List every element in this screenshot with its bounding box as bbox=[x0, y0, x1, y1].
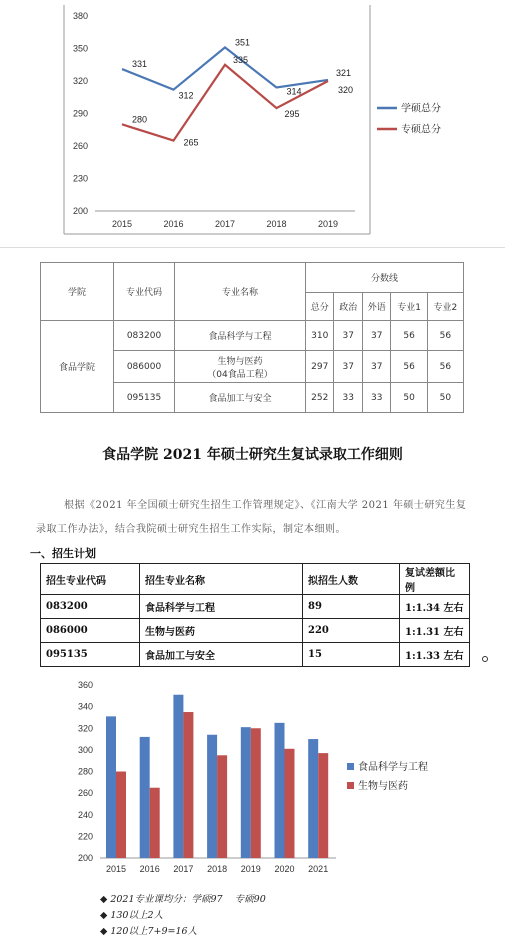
y-tick-label: 200 bbox=[72, 206, 88, 216]
code-cell: 083200 bbox=[114, 321, 175, 351]
plan-name-cell: 食品加工与安全 bbox=[140, 643, 303, 667]
separator-line bbox=[0, 247, 505, 248]
score-cell: 37 bbox=[334, 321, 362, 351]
data-label: 314 bbox=[286, 86, 302, 97]
legend-swatch bbox=[347, 782, 354, 789]
y-tick-label: 220 bbox=[77, 831, 93, 842]
data-label: 280 bbox=[132, 114, 148, 125]
header-plan-code: 招生专业代码 bbox=[41, 564, 140, 595]
x-tick-label: 2019 bbox=[317, 219, 339, 229]
series-line bbox=[122, 65, 328, 141]
name-line: 生物与医药 bbox=[217, 356, 263, 367]
name-cell: 食品科学与工程 bbox=[175, 321, 306, 351]
name-cell bbox=[175, 351, 306, 383]
score-cell: 56 bbox=[391, 321, 427, 351]
data-label: 335 bbox=[233, 54, 249, 65]
plan-name-cell: 食品科学与工程 bbox=[140, 595, 303, 619]
bar bbox=[217, 755, 227, 858]
code-cell: 086000 bbox=[114, 351, 175, 383]
table-header-row bbox=[41, 564, 470, 595]
x-tick-label: 2018 bbox=[266, 219, 287, 229]
score-cell: 37 bbox=[362, 321, 390, 351]
x-tick-label: 2019 bbox=[240, 864, 261, 874]
table-row bbox=[41, 643, 470, 667]
bar bbox=[251, 728, 261, 858]
y-tick-label: 240 bbox=[77, 809, 93, 820]
header-plan-count: 拟招生人数 bbox=[303, 564, 400, 595]
x-tick-label: 2021 bbox=[308, 864, 329, 874]
y-tick-label: 300 bbox=[77, 744, 93, 755]
plan-count-cell: 15 bbox=[303, 643, 400, 667]
bar bbox=[183, 712, 193, 858]
score-cell: 37 bbox=[334, 351, 362, 383]
y-tick-label: 320 bbox=[72, 76, 88, 86]
small-circle-mark bbox=[482, 656, 488, 662]
header-total: 总分 bbox=[306, 293, 334, 321]
bar bbox=[318, 753, 328, 858]
x-tick-label: 2015 bbox=[111, 219, 133, 229]
header-plan-ratio: 复试差额比例 bbox=[400, 564, 470, 595]
data-label: 321 bbox=[336, 67, 352, 78]
note-line-1: ◆ 2021专业课均分：学硕97 专硕90 bbox=[100, 894, 266, 905]
name-cell: 食品加工与安全 bbox=[175, 383, 306, 413]
plan-name-cell: 生物与医药 bbox=[140, 619, 303, 643]
bar bbox=[308, 739, 318, 858]
header-name: 专业名称 bbox=[175, 263, 306, 321]
score-cell: 33 bbox=[362, 383, 390, 413]
header-college: 学院 bbox=[41, 263, 114, 321]
plan-code-cell: 083200 bbox=[41, 595, 140, 619]
x-tick-label: 2017 bbox=[214, 219, 236, 229]
y-tick-label: 230 bbox=[72, 173, 88, 184]
score-cell: 50 bbox=[427, 383, 463, 413]
legend-label: 学硕总分 bbox=[401, 103, 441, 115]
plan-count-cell: 220 bbox=[303, 619, 400, 643]
score-cell: 297 bbox=[306, 351, 334, 383]
y-tick-label: 380 bbox=[72, 11, 88, 21]
legend-label: 专硕总分 bbox=[401, 124, 441, 136]
y-tick-label: 260 bbox=[72, 141, 88, 151]
line-chart bbox=[0, 0, 505, 240]
x-tick-label: 2020 bbox=[274, 864, 295, 874]
x-tick-label: 2015 bbox=[105, 864, 127, 874]
header-major1: 专业1 bbox=[391, 293, 427, 321]
score-cell: 37 bbox=[362, 351, 390, 383]
y-tick-label: 350 bbox=[72, 43, 88, 54]
header-foreign: 外语 bbox=[362, 293, 390, 321]
enrollment-plan-table bbox=[40, 563, 470, 667]
header-code: 专业代码 bbox=[114, 263, 175, 321]
bar bbox=[173, 695, 183, 858]
bar bbox=[106, 716, 116, 858]
score-cell: 252 bbox=[306, 383, 334, 413]
bar bbox=[150, 788, 160, 858]
bar-chart bbox=[0, 675, 505, 885]
score-cell: 56 bbox=[427, 351, 463, 383]
plan-ratio-cell: 1:1.31 左右 bbox=[400, 619, 470, 643]
data-label: 320 bbox=[338, 85, 354, 95]
data-label: 312 bbox=[178, 90, 194, 101]
bar bbox=[285, 749, 295, 858]
y-tick-label: 200 bbox=[77, 853, 93, 863]
data-label: 295 bbox=[284, 109, 300, 120]
score-line-table bbox=[40, 262, 464, 413]
y-tick-label: 340 bbox=[77, 701, 93, 712]
y-tick-label: 280 bbox=[77, 766, 93, 777]
bar bbox=[241, 727, 251, 858]
score-cell: 56 bbox=[391, 351, 427, 383]
plan-code-cell: 095135 bbox=[41, 643, 140, 667]
plan-ratio-cell: 1:1.34 左右 bbox=[400, 595, 470, 619]
section-heading: 一、招生计划 bbox=[30, 547, 96, 560]
bar bbox=[207, 735, 217, 858]
bar bbox=[275, 723, 285, 858]
legend-label: 生物与医药 bbox=[358, 781, 408, 792]
plan-ratio-cell: 1:1.33 左右 bbox=[400, 643, 470, 667]
paragraph-line-2: 录取工作办法》，结合我院硕士研究生招生工作实际，制定本细则。 bbox=[36, 524, 346, 535]
data-label: 265 bbox=[183, 137, 199, 148]
paragraph-line-1: 根据《2021 年全国硕士研究生招生工作管理规定》、《江南大学 2021 年硕士研究生复 bbox=[64, 500, 467, 511]
header-major2: 专业2 bbox=[427, 293, 463, 321]
score-cell: 56 bbox=[427, 321, 463, 351]
y-tick-label: 260 bbox=[77, 788, 93, 799]
bar bbox=[116, 772, 126, 859]
header-score-line: 分数线 bbox=[306, 263, 464, 293]
bar bbox=[140, 737, 150, 858]
plan-count-cell: 89 bbox=[303, 595, 400, 619]
legend-label: 食品科学与工程 bbox=[358, 762, 428, 773]
x-tick-label: 2017 bbox=[173, 864, 194, 874]
legend-swatch bbox=[347, 763, 354, 770]
header-plan-name: 招生专业名称 bbox=[140, 564, 303, 595]
name-line-2: （04食品工程） bbox=[207, 369, 273, 380]
table-row bbox=[41, 321, 464, 351]
y-tick-label: 320 bbox=[77, 723, 93, 734]
x-tick-label: 2016 bbox=[163, 219, 184, 229]
x-tick-label: 2016 bbox=[139, 864, 160, 874]
score-cell: 33 bbox=[334, 383, 362, 413]
document-title: 食品学院 2021 年硕士研究生复试录取工作细则 bbox=[102, 447, 403, 463]
data-label: 351 bbox=[235, 37, 251, 48]
table-row bbox=[41, 595, 470, 619]
plan-code-cell: 086000 bbox=[41, 619, 140, 643]
table-row bbox=[41, 619, 470, 643]
score-cell: 310 bbox=[306, 321, 334, 351]
series-line bbox=[122, 47, 328, 89]
note-line-2: ◆ 130以上2人 bbox=[100, 910, 164, 921]
score-cell: 50 bbox=[391, 383, 427, 413]
y-tick-label: 290 bbox=[72, 108, 88, 119]
note-line-3: ◆ 120以上7+9=16人 bbox=[100, 926, 198, 937]
code-cell: 095135 bbox=[114, 383, 175, 413]
college-cell: 食品学院 bbox=[41, 321, 114, 413]
header-politics: 政治 bbox=[334, 293, 362, 321]
x-tick-label: 2018 bbox=[207, 864, 228, 874]
data-label: 331 bbox=[132, 59, 148, 70]
y-tick-label: 360 bbox=[77, 680, 93, 690]
